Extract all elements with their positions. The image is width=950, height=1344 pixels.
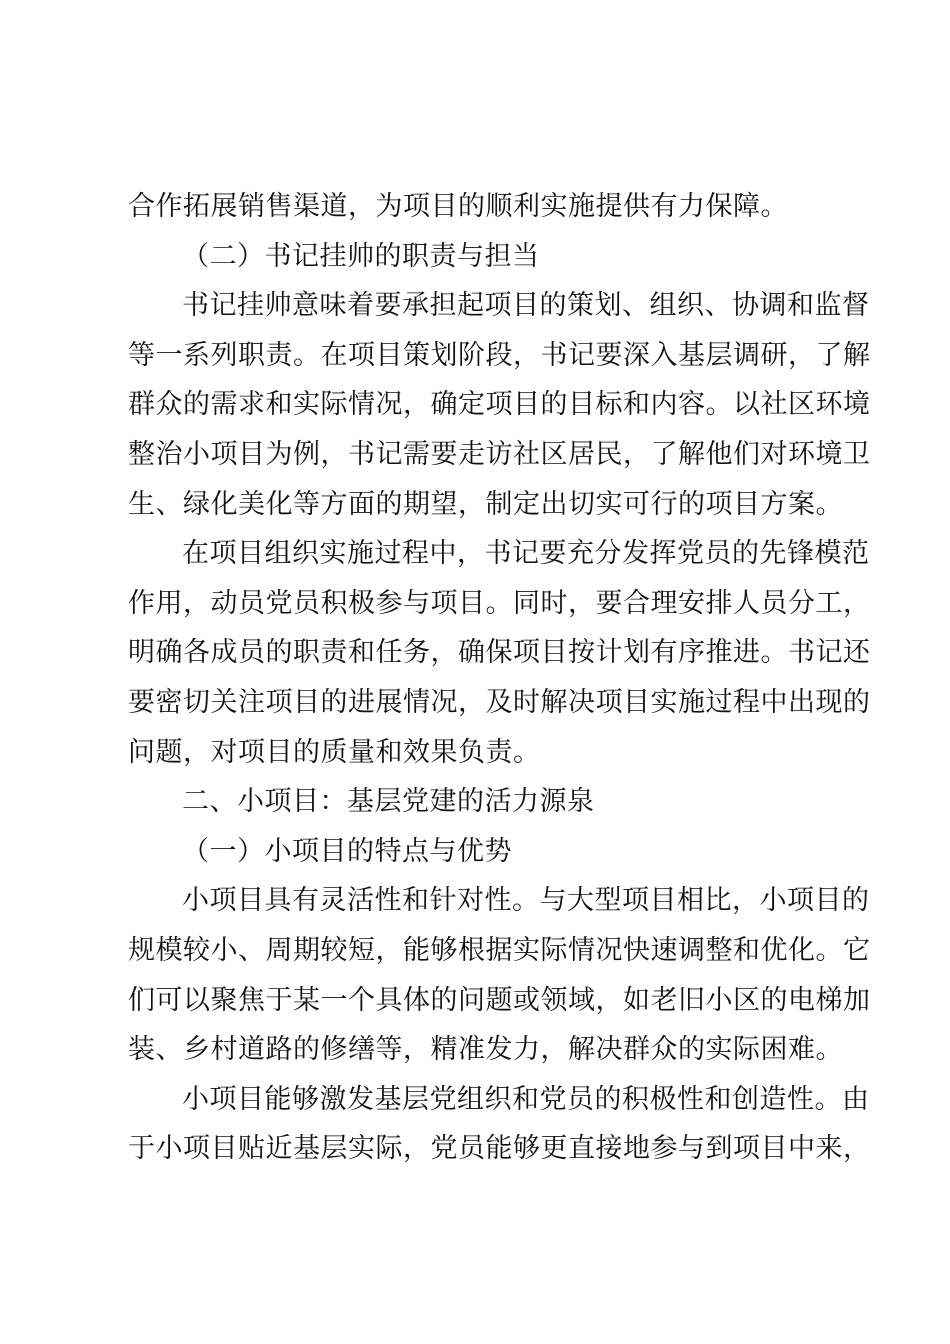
text-line: 小项目具有灵活性和针对性。与大型项目相比，小项目的 <box>182 885 870 917</box>
text-line: 们可以聚焦于某一个具体的问题或领域，如老旧小区的电梯加 <box>128 984 871 1016</box>
text-line: 书记挂帅意味着要承担起项目的策划、组织、协调和监督 <box>182 290 870 322</box>
text-line: 作用，动员党员积极参与项目。同时，要合理安排人员分工， <box>128 587 871 619</box>
text-line: 规模较小、周期较短，能够根据实际情况快速调整和优化。它 <box>128 934 871 966</box>
text-line: 装、乡村道路的修缮等，精准发力，解决群众的实际困难。 <box>128 1034 843 1066</box>
section-heading: 二、小项目：基层党建的活力源泉 <box>182 786 595 818</box>
text-line: 整治小项目为例，书记需要走访社区居民，了解他们对环境卫 <box>128 438 871 470</box>
text-line: 要密切关注项目的进展情况，及时解决项目实施过程中出现的 <box>128 686 871 718</box>
text-line: 明确各成员的职责和任务，确保项目按计划有序推进。书记还 <box>128 637 871 669</box>
text-line: 在项目组织实施过程中，书记要充分发挥党员的先锋模范 <box>182 538 870 570</box>
text-line: 群众的需求和实际情况，确定项目的目标和内容。以社区环境 <box>128 389 871 421</box>
text-line: 生、绿化美化等方面的期望，制定出切实可行的项目方案。 <box>128 488 843 520</box>
document-body <box>128 182 871 1174</box>
text-line: 合作拓展销售渠道，为项目的顺利实施提供有力保障。 <box>128 191 788 222</box>
section-subheading: （一）小项目的特点与优势 <box>182 835 512 867</box>
text-line: 于小项目贴近基层实际，党员能够更直接地参与到项目中来， <box>128 1133 871 1165</box>
text-line: 小项目能够激发基层党组织和党员的积极性和创造性。由 <box>182 1083 870 1115</box>
section-subheading: （二）书记挂帅的职责与担当 <box>182 240 540 272</box>
text-line: 等一系列职责。在项目策划阶段，书记要深入基层调研，了解 <box>128 339 871 371</box>
text-line: 问题，对项目的质量和效果负责。 <box>128 736 541 768</box>
